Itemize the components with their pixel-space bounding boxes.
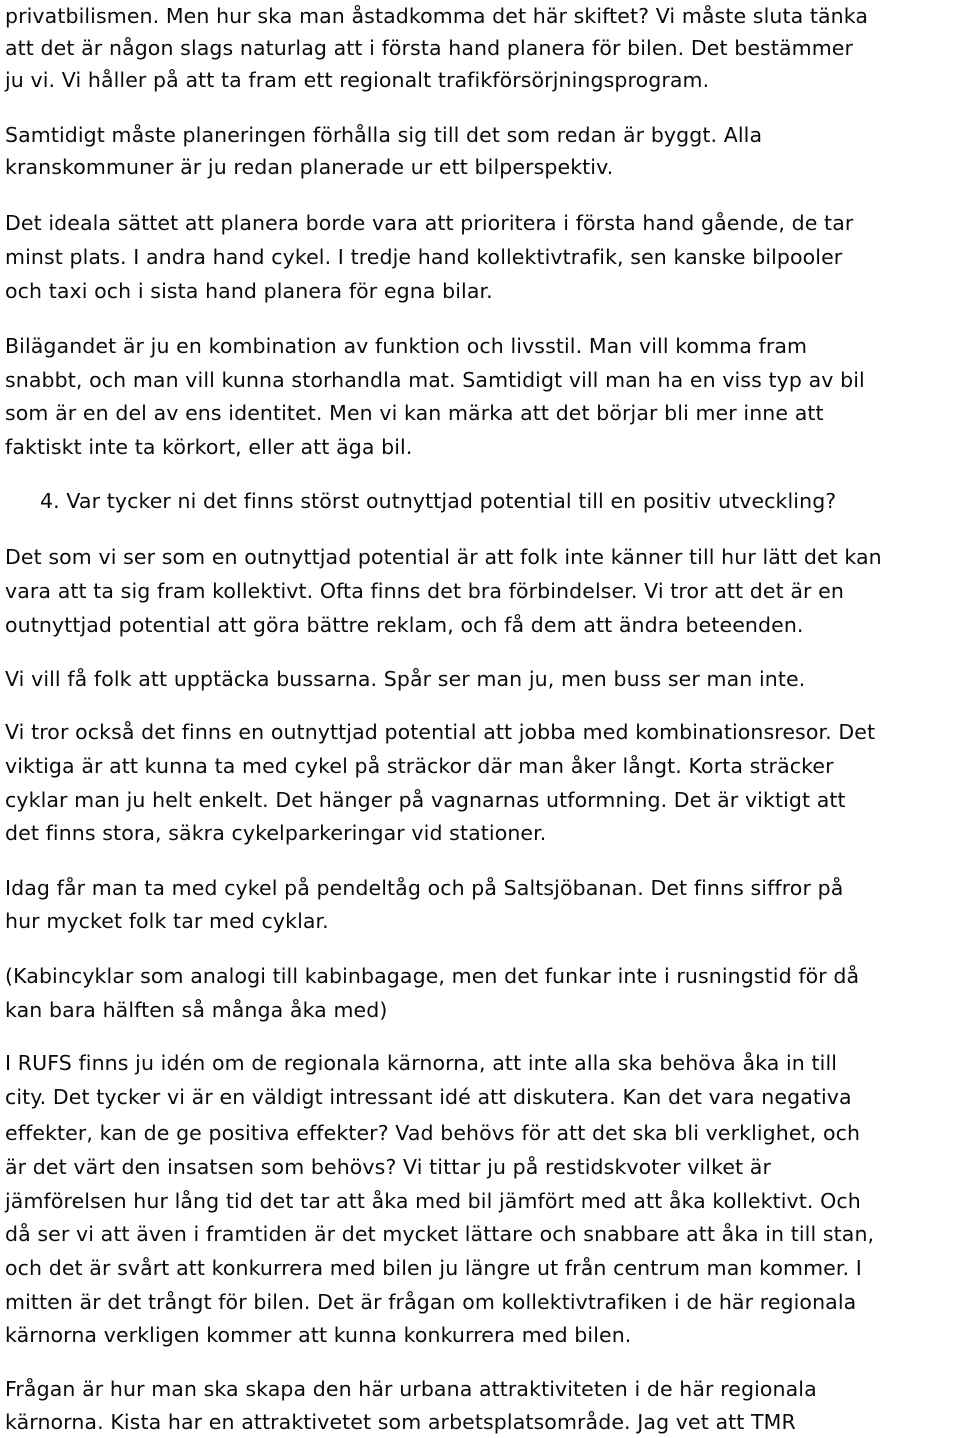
text-line: cyklar man ju helt enkelt. Det hänger på vagnarnas utformning. Det är viktigt att (5, 788, 846, 812)
text-line: att det är någon slags naturlag att i första hand planera för bilen. Det bestämmer (5, 36, 853, 60)
text-line: (Kabincyklar som analogi till kabinbagage, men det funkar inte i rusningstid för då (5, 964, 860, 988)
text-line: city. Det tycker vi är en väldigt intressant idé att diskutera. Kan det vara negativa (5, 1085, 852, 1109)
text-line: Vi tror också det finns en outnyttjad potential att jobba med kombinationsresor. Det (5, 720, 876, 744)
text-line: privatbilismen. Men hur ska man åstadkomma det här skiftet? Vi måste sluta tänka (5, 4, 869, 28)
text-line: kärnorna verkligen kommer att kunna konkurrera med bilen. (5, 1323, 632, 1347)
text-line: effekter, kan de ge positiva effekter? Vad behövs för att det ska bli verklighet, och (5, 1121, 861, 1145)
text-line: Bilägandet är ju en kombination av funktion och livsstil. Man vill komma fram (5, 334, 808, 358)
text-line: Vi vill få folk att upptäcka bussarna. Spår ser man ju, men buss ser man inte. (5, 667, 806, 691)
text-line: Frågan är hur man ska skapa den här urbana attraktiviteten i de här regionala (5, 1377, 817, 1401)
text-line: viktiga är att kunna ta med cykel på sträckor där man åker långt. Korta sträcker (5, 754, 834, 778)
text-line: minst plats. I andra hand cykel. I tredje hand kollektivtrafik, sen kanske bilpooler (5, 245, 843, 269)
text-line: och taxi och i sista hand planera för egna bilar. (5, 279, 493, 303)
text-line: Det som vi ser som en outnyttjad potential är att folk inte känner till hur lätt det kan (5, 545, 882, 569)
text-line: och det är svårt att konkurrera med bilen ju längre ut från centrum man kommer. I (5, 1256, 862, 1280)
text-line: snabbt, och man vill kunna storhandla mat. Samtidigt vill man ha en viss typ av bil (5, 368, 865, 392)
text-line: mitten är det trångt för bilen. Det är frågan om kollektivtrafiken i de här regionala (5, 1290, 857, 1314)
text-line: outnyttjad potential att göra bättre reklam, och få dem att ändra beteenden. (5, 613, 804, 637)
text-line: kärnorna. Kista har en attraktivetet som arbetsplatsområde. Jag vet att TMR (5, 1410, 796, 1434)
text-line: är det värt den insatsen som behövs? Vi tittar ju på restidskvoter vilket är (5, 1155, 771, 1179)
text-line: hur mycket folk tar med cyklar. (5, 909, 329, 933)
question-heading: 4. Var tycker ni det finns störst outnyttjad potential till en positiv utveckling? (40, 489, 837, 513)
text-line: faktiskt inte ta körkort, eller att äga bil. (5, 435, 413, 459)
text-line: Samtidigt måste planeringen förhålla sig till det som redan är byggt. Alla (5, 123, 763, 147)
text-line: Det ideala sättet att planera borde vara att prioritera i första hand gående, de tar (5, 211, 854, 235)
text-line: kan bara hälften så många åka med) (5, 998, 388, 1022)
text-line: I RUFS finns ju idén om de regionala kärnorna, att inte alla ska behöva åka in till (5, 1051, 838, 1075)
text-line: ju vi. Vi håller på att ta fram ett regionalt trafikförsörjningsprogram. (5, 68, 710, 92)
text-line: som är en del av ens identitet. Men vi kan märka att det börjar bli mer inne att (5, 401, 824, 425)
text-line: Idag får man ta med cykel på pendeltåg och på Saltsjöbanan. Det finns siffror på (5, 876, 844, 900)
text-line: kranskommuner är ju redan planerade ur ett bilperspektiv. (5, 155, 614, 179)
text-line: då ser vi att även i framtiden är det mycket lättare och snabbare att åka in till stan, (5, 1222, 875, 1246)
text-line: vara att ta sig fram kollektivt. Ofta finns det bra förbindelser. Vi tror att det är en (5, 579, 844, 603)
text-line: jämförelsen hur lång tid det tar att åka med bil jämfört med att åka kollektivt. Och (5, 1189, 861, 1213)
text-line: det finns stora, säkra cykelparkeringar vid stationer. (5, 821, 547, 845)
